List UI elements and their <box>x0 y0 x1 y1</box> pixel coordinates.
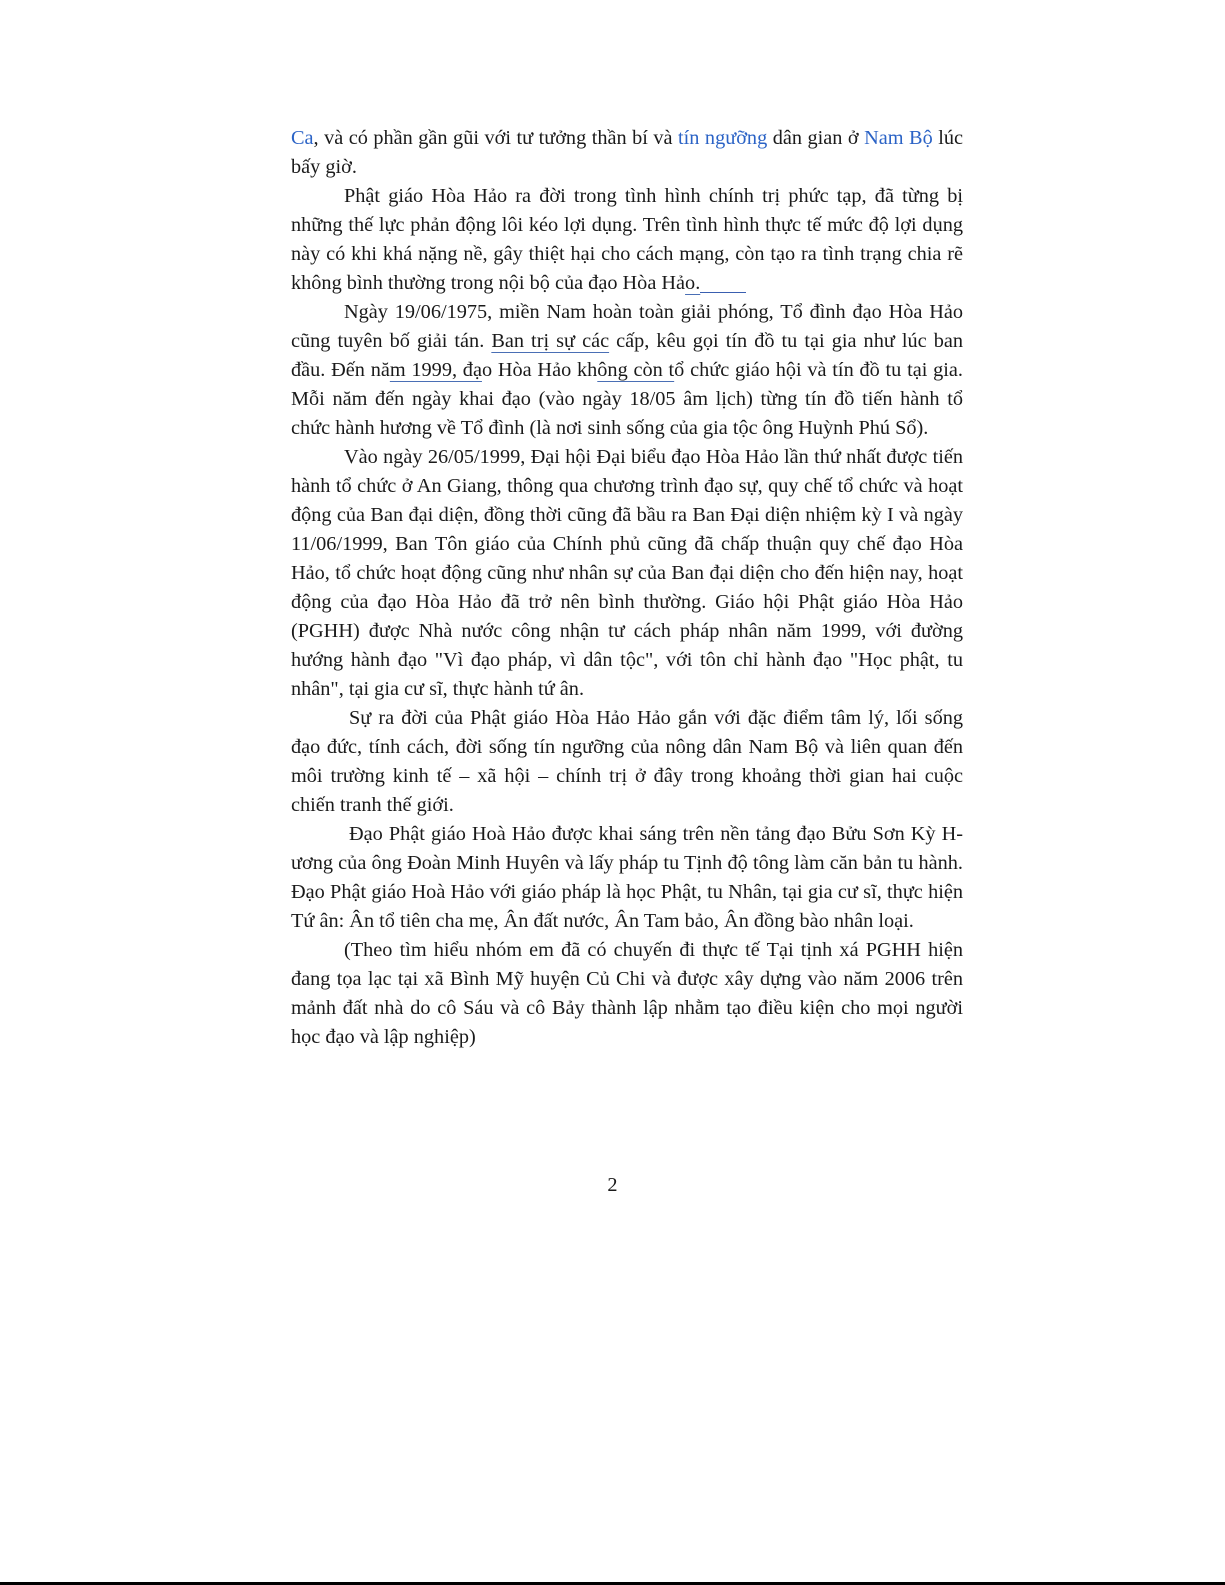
paragraph-1-text-c: lúc bấy giờ. <box>291 127 963 178</box>
paragraph-5 <box>291 704 963 820</box>
body-text <box>291 124 963 1052</box>
paragraph-1-text-a: , và có phần gần gũi với tư tưởng thần bí và <box>313 127 679 149</box>
paragraph-3-text-b: cấp, kêu gọi tín đồ tu tại gia như lúc ban đầu. Đến nă <box>291 330 964 381</box>
paragraph-6 <box>291 820 963 936</box>
link-ca[interactable]: Ca <box>291 127 314 149</box>
page-number: 2 <box>607 1174 618 1196</box>
paragraph-6-text: Đạo Phật giáo Hoà Hảo được khai sáng trên nền tảng đạo Bửu Sơn Kỳ H-ương của ông Đoàn Minh Huyên và lấy pháp tu Tịnh độ tông làm căn bản tu hành. Đạo Phật giáo Hoà Hảo với giáo pháp là học Phật, tu Nhân, tại gia cư sĩ, thực hiện Tứ ân: Ân tổ tiên cha mẹ, Ân đất nước, Ân Tam bảo, Ân đồng bào nhân loại. <box>291 823 963 932</box>
link-tin-nguong[interactable]: tín ngưỡng <box>678 127 768 149</box>
underlined-ban-tri-su: Ban trị sự các <box>491 330 610 352</box>
paragraph-3-text-c: o Hòa Hảo kh <box>481 359 598 381</box>
underlined-1999: m 1999, đạ <box>389 359 482 381</box>
paragraph-3 <box>291 298 963 443</box>
paragraph-7 <box>291 936 963 1052</box>
paragraph-3-text-a: Ngày 19/06/1975, miền Nam hoàn toàn giải phóng, Tổ đình đạo Hòa Hảo cũng tuyên bố giải tán. <box>291 301 963 352</box>
paragraph-2 <box>291 182 963 298</box>
paragraph-4 <box>291 443 963 704</box>
paragraph-4-text: Vào ngày 26/05/1999, Đại hội Đại biểu đạo Hòa Hảo lần thứ nhất được tiến hành tổ chức ở An Giang, thông qua chương trình đạo sự, quy chế tổ chức và hoạt động của Ban đại diện, đồng thời cũng đã bầu ra Ban Đại diện nhiệm kỳ I và ngày 11/06/1999, Ban Tôn giáo của Chính phủ cũng đã chấp thuận quy chế đạo Hòa Hảo, tổ chức hoạt động cũng như nhân sự của Ban đại diện cho đến hiện nay, hoạt động của đạo Hòa Hảo đã trở nên bình thường. Giáo hội Phật giáo Hòa Hảo (PGHH) được Nhà nước công nhận tư cách pháp nhân năm 1999, với đường hướng hành đạo "Vì đạo pháp, vì dân tộc", với tôn chỉ hành đạo "Học phật, tu nhân", tại gia cư sĩ, thực hành tứ ân. <box>291 446 963 700</box>
paragraph-5-text: Sự ra đời của Phật giáo Hòa Hảo Hảo gắn với đặc điểm tâm lý, lối sống đạo đức, tính cách, đời sống tín ngưỡng của nông dân Nam Bộ và liên quan đến môi trường kinh tế – xã hội – chính trị ở đây trong khoảng thời gian hai cuộc chiến tranh thế giới. <box>291 707 963 816</box>
paragraph-3-text-d: ổ chức giáo hội và tín đồ tu tại gia. Mỗi năm đến ngày khai đạo (vào ngày 18/05 âm lịch) từng tín đồ tiến hành tổ chức hành hương về Tổ đình (là nơi sinh sống của gia tộc ông Huỳnh Phú Sổ). <box>291 359 963 439</box>
paragraph-7-text: (Theo tìm hiểu nhóm em đã có chuyến đi thực tế Tại tịnh xá PGHH hiện đang tọa lạc tại xã Bình Mỹ huyện Củ Chi và được xây dựng vào năm 2006 trên mảnh đất nhà do cô Sáu và cô Bảy thành lập nhằm tạo điều kiện cho mọi người học đạo và lập nghiệp) <box>291 939 963 1048</box>
link-nam-bo[interactable]: Nam Bộ <box>864 127 933 149</box>
paragraph-1 <box>291 124 963 182</box>
paragraph-1-text-b: dân gian ở <box>767 127 865 149</box>
underlined-khong-con: ông còn t <box>597 359 675 381</box>
paragraph-2-tail: o. <box>685 272 701 294</box>
underline-mark <box>700 291 746 293</box>
paragraph-2-text: Phật giáo Hòa Hảo ra đời trong tình hình chính trị phức tạp, đã từng bị những thế lực phản động lôi kéo lợi dụng. Trên tình hình thực tế mức độ lợi dụng này có khi khá nặng nề, gây thiệt hại cho cách mạng, còn tạo ra tình trạng chia rẽ không bình thường trong nội bộ của đạo Hòa Hả <box>291 185 963 294</box>
